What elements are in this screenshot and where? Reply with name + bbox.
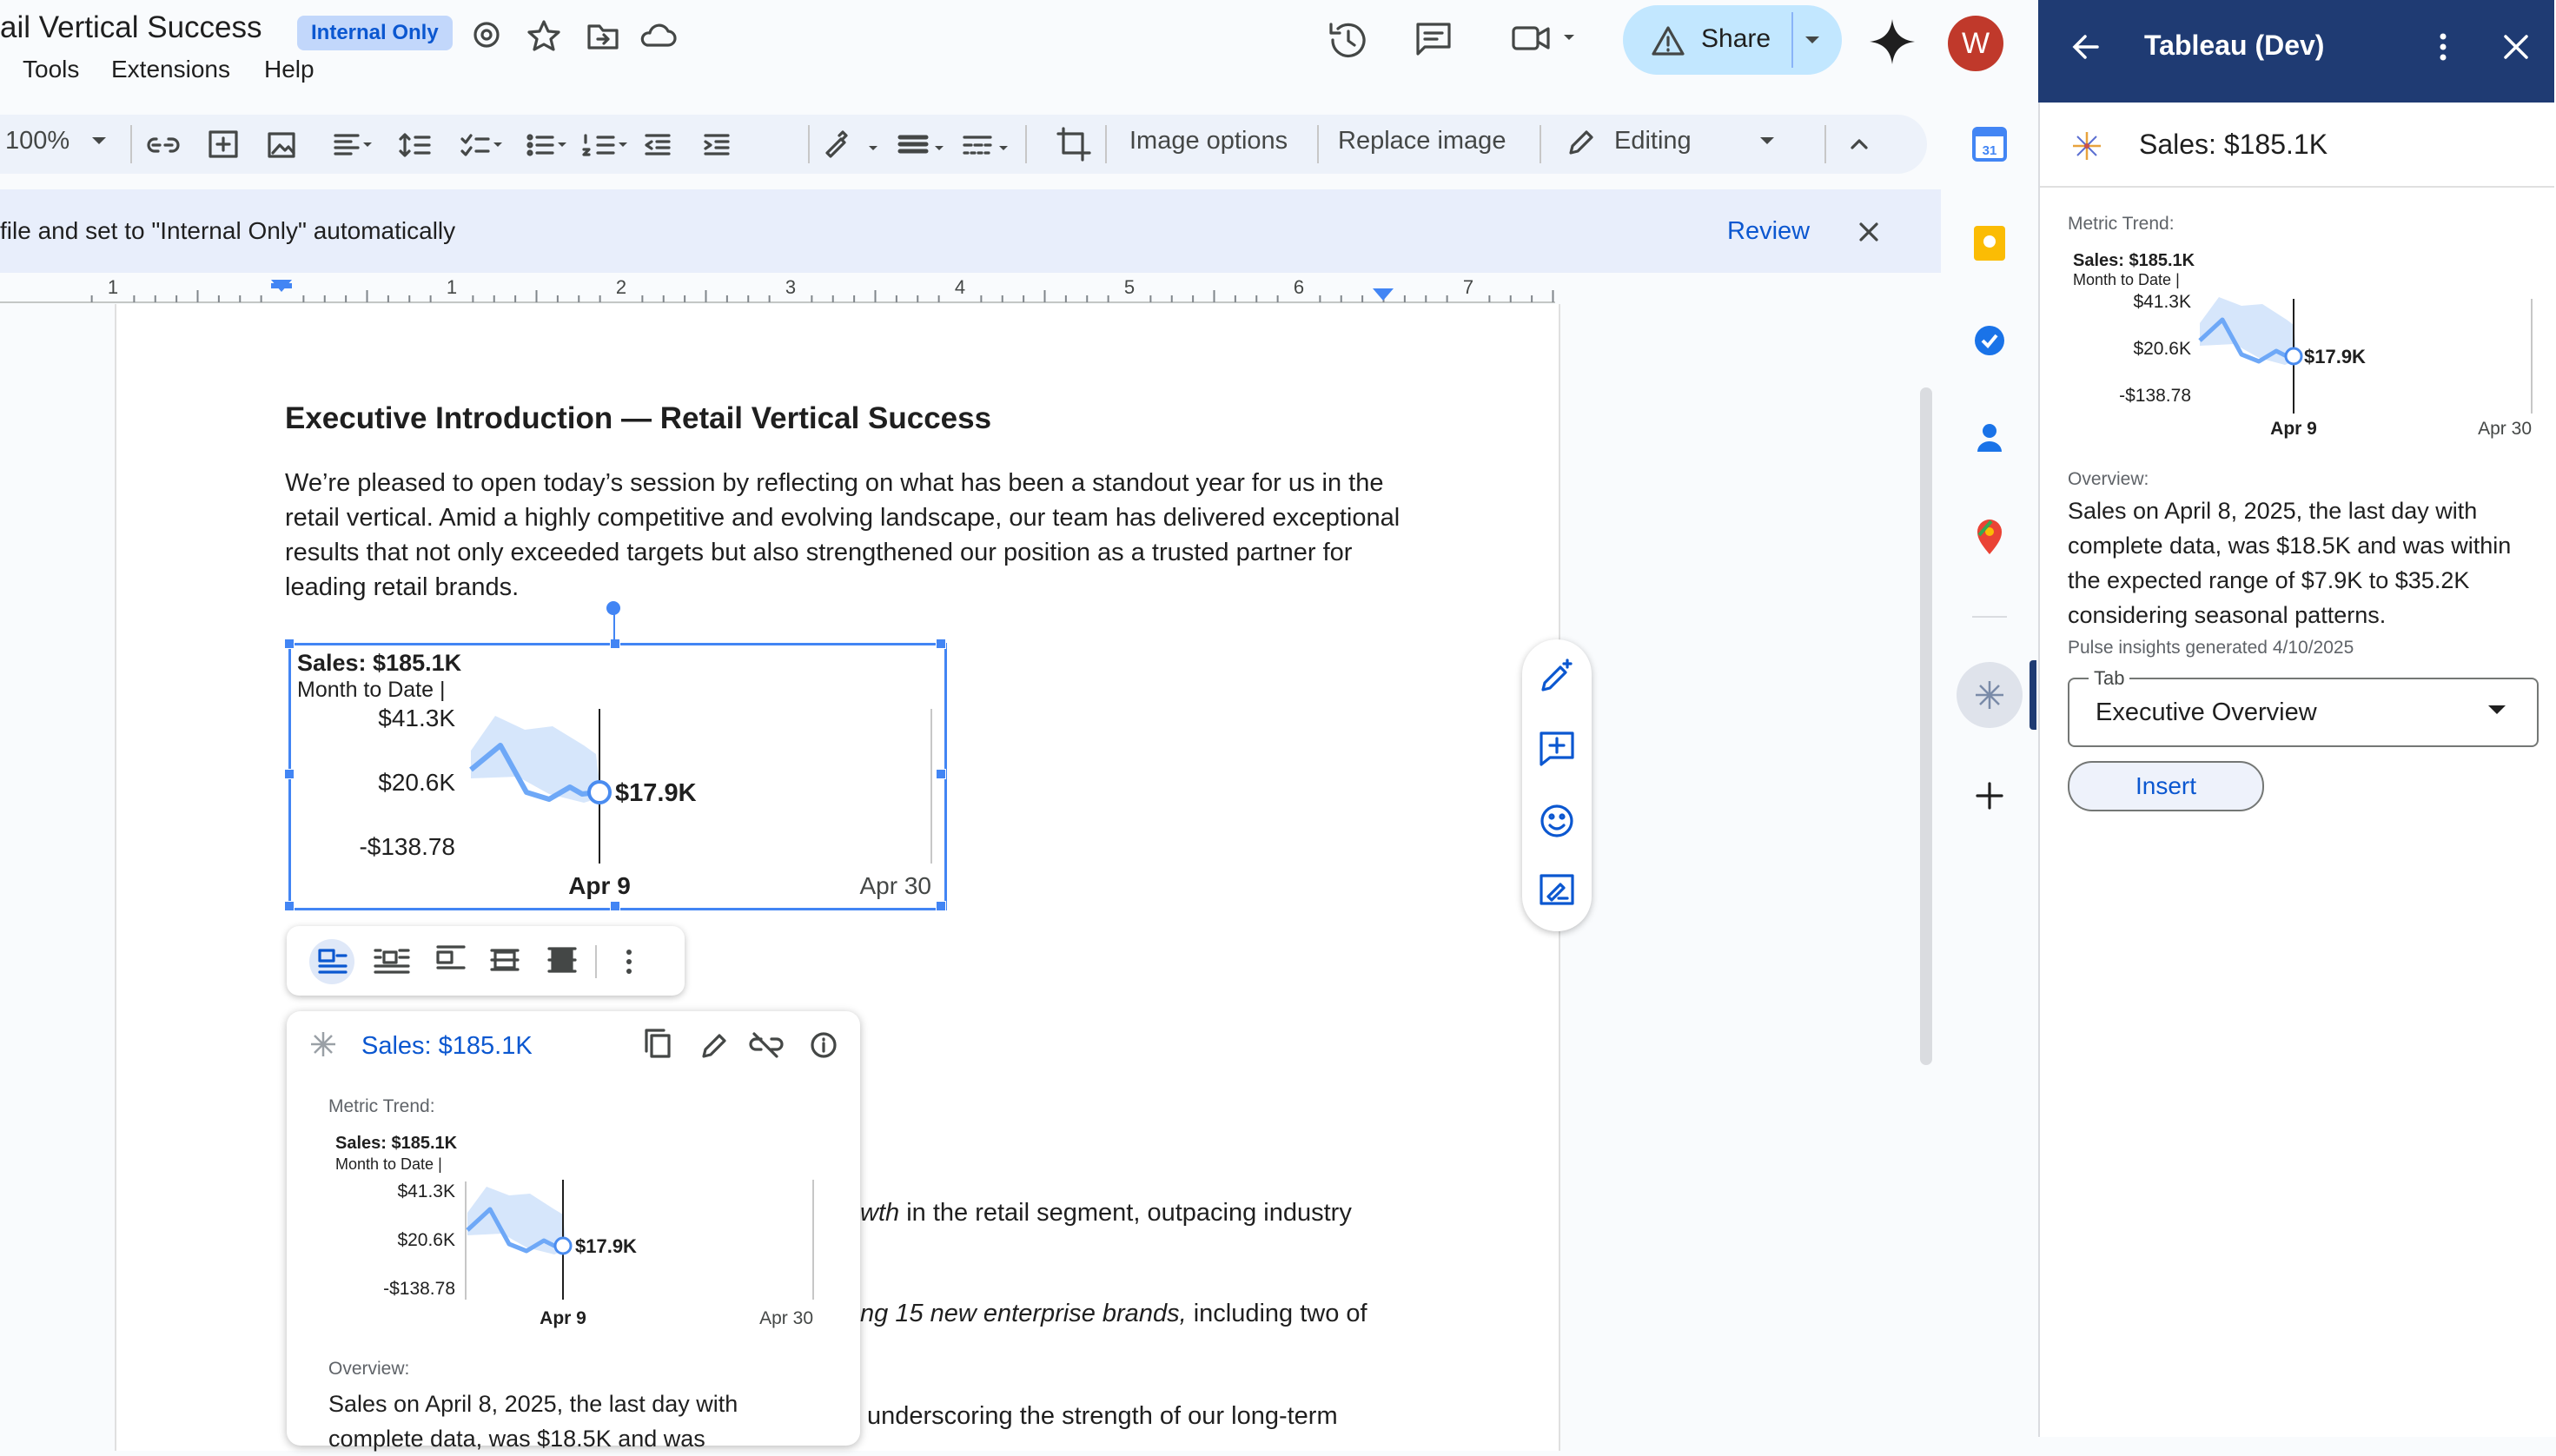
- tableau-logo-icon: [2068, 127, 2106, 165]
- share-dropdown-chevron-icon[interactable]: [1800, 30, 1826, 50]
- chart-callout-value: $17.9K: [575, 1235, 637, 1257]
- cloud-saved-icon[interactable]: [642, 25, 675, 45]
- top-right-actions: [1321, 16, 1616, 64]
- horizontal-ruler[interactable]: [0, 278, 1911, 304]
- chart-callout-value: $17.9K: [2304, 346, 2366, 367]
- chart-last-point: [589, 782, 610, 803]
- in-front-of-text-icon[interactable]: [549, 949, 575, 971]
- ruler-label: 1: [107, 276, 119, 298]
- suggest-edits-icon[interactable]: [1541, 876, 1573, 903]
- chart-last-point: [2286, 348, 2301, 364]
- get-addons-plus-icon[interactable]: [1977, 784, 2002, 808]
- close-panel-icon[interactable]: [2499, 30, 2533, 64]
- add-comment-icon[interactable]: [210, 132, 236, 156]
- back-arrow-icon[interactable]: [2069, 30, 2104, 64]
- panel-metric-name[interactable]: Sales: $185.1K: [2139, 129, 2328, 160]
- resize-handle[interactable]: [610, 901, 620, 911]
- document-title[interactable]: ail Vertical Success: [0, 10, 262, 44]
- resize-handle[interactable]: [284, 769, 295, 779]
- x-tick-label: Apr 9: [2270, 419, 2317, 439]
- banner-message: file and set to "Internal Only" automatically: [0, 217, 456, 244]
- more-options-icon[interactable]: [626, 950, 632, 974]
- menu-help[interactable]: Help: [264, 56, 315, 83]
- y-tick-label: -$138.78: [2119, 386, 2191, 406]
- edit-pencil-icon[interactable]: [704, 1036, 725, 1056]
- increase-indent-icon[interactable]: [705, 136, 728, 154]
- chip-card-title[interactable]: Sales: $185.1K: [361, 1032, 533, 1060]
- chip-metric-chart: [330, 1129, 817, 1338]
- chart-title: Sales: $185.1K: [2073, 251, 2195, 270]
- panel-overview-text: Sales on April 8, 2025, the last day with complete data, was $18.5K and was within the expected range of $7.9K to $35.2K considering seasonal patterns.: [2068, 498, 2512, 628]
- toolbar-divider: [1540, 125, 1541, 163]
- right-indent-marker[interactable]: [1373, 288, 1394, 301]
- panel-generated-note: Pulse insights generated 4/10/2025: [2068, 638, 2354, 658]
- metric-chart: [292, 646, 942, 905]
- toolbar-divider: [1317, 125, 1319, 163]
- ruler-label: 3: [785, 276, 797, 298]
- emoji-reaction-icon[interactable]: [1542, 806, 1572, 836]
- panel-metric-chart: [2069, 248, 2539, 443]
- toolbar-icons: [144, 123, 805, 167]
- svg-text:31: 31: [1982, 143, 1997, 158]
- ruler-label: 5: [1123, 276, 1136, 298]
- floating-actions: [1538, 657, 1578, 917]
- line-spacing-icon[interactable]: [401, 135, 429, 156]
- panel-title: Tableau (Dev): [2144, 30, 2325, 61]
- panel-metric-trend-label: Metric Trend:: [2068, 214, 2175, 234]
- replace-image-button[interactable]: Replace image: [1338, 127, 1506, 155]
- y-tick-label: $20.6K: [378, 769, 455, 796]
- resize-handle[interactable]: [936, 769, 946, 779]
- x-tick-label: Apr 30: [2478, 419, 2532, 439]
- first-line-indent-marker[interactable]: [271, 283, 292, 288]
- share-divider: [1791, 12, 1793, 68]
- ruler-label: 1: [446, 276, 458, 298]
- title-actions: [469, 17, 678, 52]
- active-addon-indicator: [2030, 660, 2036, 730]
- y-tick-label: $20.6K: [397, 1230, 455, 1250]
- version-history-icon[interactable]: [1331, 24, 1364, 56]
- hide-menus-chevron-icon[interactable]: [1845, 130, 1873, 158]
- editing-chevron-icon[interactable]: [1755, 132, 1781, 149]
- body-line[interactable]: underscoring the strength of our long-term: [867, 1402, 1338, 1430]
- toolbar-divider: [808, 125, 810, 163]
- intro-paragraph[interactable]: We’re pleased to open today’s session by reflecting on what has been a standout year for us in the retail vertical. Amid a highly competitive and evolving landscape, our team has delivered exceptional results that not only exceeded targets but also strengthened our position as a trusted partner for leading retail brands.: [285, 469, 1401, 601]
- resize-handle[interactable]: [284, 639, 295, 649]
- x-tick-label: Apr 30: [859, 872, 931, 899]
- y-tick-label: $41.3K: [397, 1181, 455, 1201]
- insert-button[interactable]: Insert: [2068, 761, 2264, 811]
- decrease-indent-icon[interactable]: [646, 136, 669, 154]
- chip-overview-label: Overview:: [328, 1359, 410, 1379]
- align-left-icon[interactable]: [335, 136, 372, 154]
- y-tick-label: $41.3K: [378, 705, 455, 731]
- panel-divider: [2040, 186, 2554, 188]
- x-tick-label: Apr 30: [759, 1308, 813, 1328]
- body-line[interactable]: wth in the retail segment, outpacing industry: [860, 1199, 1352, 1227]
- y-tick-label: $41.3K: [2133, 292, 2191, 312]
- calendar-icon[interactable]: [1974, 129, 2005, 160]
- tableau-addon-icon[interactable]: [1957, 662, 2023, 728]
- behind-text-icon[interactable]: [492, 950, 518, 970]
- warning-triangle-icon: [1651, 24, 1685, 59]
- star-icon[interactable]: [529, 22, 559, 50]
- y-tick-label: -$138.78: [359, 833, 455, 860]
- panel-overview-label: Overview:: [2068, 469, 2149, 489]
- avatar[interactable]: W: [1948, 16, 2003, 71]
- tab-select-label: Tab: [2089, 667, 2129, 690]
- tasks-icon[interactable]: [1975, 326, 2004, 355]
- border-weight-icon[interactable]: [900, 137, 944, 151]
- rail-icons: [1955, 118, 2024, 831]
- crop-icon[interactable]: [1055, 125, 1093, 163]
- toolbar-divider: [1025, 125, 1027, 163]
- y-tick-label: $20.6K: [2133, 339, 2191, 359]
- vertical-scrollbar[interactable]: [1920, 387, 1932, 1065]
- resize-handle[interactable]: [284, 901, 295, 911]
- more-vert-icon[interactable]: [2433, 30, 2453, 64]
- at-sign-icon[interactable]: [475, 23, 498, 46]
- tableau-logo-icon: [306, 1027, 341, 1062]
- border-tools: [817, 123, 1069, 167]
- info-icon[interactable]: [812, 1034, 835, 1056]
- internal-only-badge[interactable]: Internal Only: [297, 16, 453, 50]
- resize-handle[interactable]: [610, 639, 620, 649]
- toolbar-divider: [1105, 125, 1107, 163]
- chart-expected-range-band: [471, 716, 601, 803]
- tab-select-chevron-icon[interactable]: [2485, 702, 2511, 719]
- y-tick-label: -$138.78: [383, 1279, 455, 1299]
- chip-card-actions: [643, 1027, 851, 1062]
- numbered-list-icon[interactable]: [584, 136, 627, 155]
- add-comment-icon[interactable]: [1541, 733, 1573, 764]
- chart-subtitle: Month to Date |: [335, 1155, 442, 1173]
- ruler-label: 2: [615, 276, 627, 298]
- unlink-icon[interactable]: [751, 1034, 782, 1056]
- help-me-create-icon[interactable]: [1543, 660, 1571, 690]
- rotate-handle[interactable]: [606, 601, 620, 615]
- wrap-text-icon[interactable]: [375, 950, 408, 972]
- bulleted-list-icon[interactable]: [528, 136, 566, 155]
- banner-review-link[interactable]: Review: [1727, 217, 1811, 245]
- chart-subtitle: Month to Date |: [2073, 271, 2180, 288]
- chart-subtitle: Month to Date |: [297, 678, 446, 702]
- zoom-select[interactable]: 100%: [5, 127, 70, 155]
- comments-icon[interactable]: [1418, 24, 1449, 54]
- contacts-icon[interactable]: [1977, 424, 2002, 452]
- chart-title: Sales: $185.1K: [335, 1134, 458, 1153]
- break-text-icon[interactable]: [438, 947, 464, 968]
- chart-title: Sales: $185.1K: [297, 650, 462, 676]
- image-options-button[interactable]: Image options: [1129, 127, 1288, 155]
- x-tick-label: Apr 9: [540, 1308, 586, 1328]
- rotate-stem: [613, 612, 615, 641]
- chip-metric-trend-label: Metric Trend:: [328, 1096, 435, 1116]
- toolbar-divider: [1824, 125, 1826, 163]
- resize-handle[interactable]: [936, 901, 946, 911]
- menu-tools[interactable]: Tools: [23, 56, 80, 83]
- chart-last-point: [555, 1238, 571, 1254]
- move-folder-icon[interactable]: [589, 26, 617, 48]
- x-tick-label: Apr 9: [568, 872, 631, 899]
- ruler-label: 7: [1462, 276, 1474, 298]
- chart-callout-value: $17.9K: [615, 779, 697, 807]
- menu-extensions[interactable]: Extensions: [111, 56, 230, 83]
- chip-overview-text: Sales on April 8, 2025, the last day with complete data, was $18.5K and was: [328, 1391, 738, 1452]
- keep-icon[interactable]: [1974, 226, 2005, 261]
- editing-mode-select[interactable]: Editing: [1614, 127, 1692, 155]
- close-icon[interactable]: [1854, 217, 1884, 247]
- border-dash-icon[interactable]: [964, 137, 1008, 153]
- maps-icon[interactable]: [1977, 520, 2002, 554]
- body-line[interactable]: ng 15 new enterprise brands, including two of: [860, 1300, 1367, 1327]
- document-heading[interactable]: Executive Introduction — Retail Vertical Success: [285, 401, 992, 435]
- share-label: Share: [1701, 24, 1771, 53]
- meet-icon[interactable]: [1513, 28, 1574, 49]
- toolbar-divider: [130, 125, 132, 163]
- tab-select-value: Executive Overview: [2096, 698, 2317, 726]
- link-icon[interactable]: [149, 139, 178, 151]
- zoom-chevron-icon[interactable]: [87, 132, 113, 149]
- gemini-sparkle-icon[interactable]: [1868, 17, 1917, 66]
- wrap-icons: [301, 938, 683, 985]
- resize-handle[interactable]: [936, 639, 946, 649]
- ruler-label: 4: [954, 276, 966, 298]
- editing-pencil-icon: [1564, 125, 1599, 160]
- border-color-icon[interactable]: [827, 132, 877, 156]
- ruler-label: 6: [1293, 276, 1305, 298]
- checklist-icon[interactable]: [462, 136, 502, 155]
- copy-icon[interactable]: [646, 1030, 669, 1056]
- insert-image-icon[interactable]: [269, 134, 294, 156]
